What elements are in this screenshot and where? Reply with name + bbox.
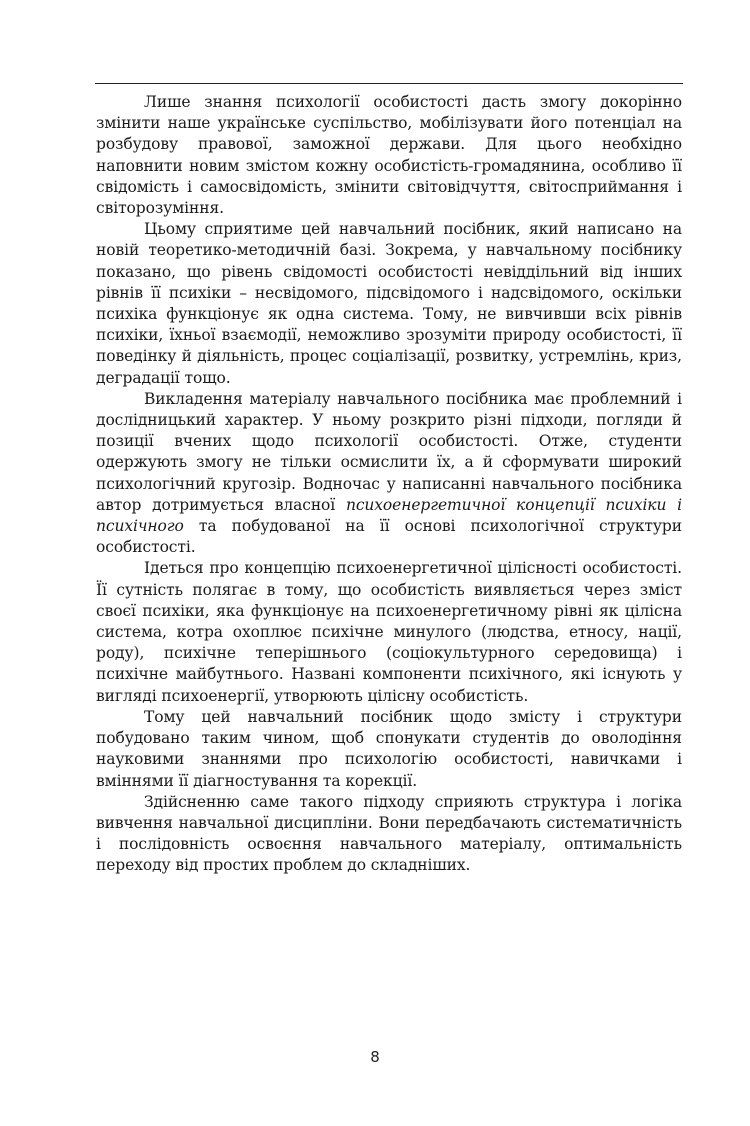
paragraph-text: Тому цей навчальний посібник щодо змісту і структури побудовано таким чином, щоб спонукати студентів до оволодіння науковими знаннями про психологію особистості, навичками і вміннями її діагностування та корекції. (96, 707, 682, 790)
paragraph (96, 792, 682, 877)
paragraph-text: та побудованої на її основі психологічної структури особистості. (96, 517, 682, 557)
paragraph-text: Здійсненню саме такого підходу сприяють структура і логіка вивчення навчальної дисципліни. Вони передбачають систематичність і послідовність освоєння навчального матеріалу, оптимальність переходу від простих проблем до складніших. (96, 792, 682, 875)
paragraph (96, 389, 682, 559)
page-number: 8 (370, 1048, 380, 1066)
paragraph-text: Лише знання психології особистості дасть змогу докорінно змінити наше українське суспільство, мобілізувати його потенціал на розбудову правової, заможної держави. Для цього необхідно наповнити новим змістом кожну особистість-громадянина, особливо її свідомість і самосвідомість, змінити світовідчуття, світосприймання і світорозуміння. (96, 93, 682, 218)
paragraph-text: Викладення матеріалу навчального посібника має проблемний і дослідницький характер. У ньому розкрито різні підходи, погляди й позиції вчених щодо психології особистості. Отже, студенти одержують змогу не тільки осмислити їх, а й сформувати широкий психологічний кругозір. Водночас у написанні навчального посібника автор дотримується власної (96, 389, 682, 514)
paragraph-text: Цьому сприятиме цей навчальний посібник, який написано на новій теоретико-методичній базі. Зокрема, у навчальному посібнику показано, що рівень свідомості особистості невіддільний від інших рівнів її психіки – несвідомого, підсвідомого і надсвідомого, оскільки психіка функціонує як одна система. Тому, не вивчивши всіх рівнів психіки, їхньої взаємодії, неможливо зрозуміти природу особистості, її поведінку й діяльність, процес соціалізації, розвитку, устремлінь, криз, деградації тощо. (96, 220, 682, 387)
paragraph (96, 219, 682, 389)
paragraph-text: Ідеться про концепцію психоенергетичної цілісності особистості. Її сутність полягає в тому, що особистість виявляється через зміст своєї психіки, яка функціонує на психоенергетичному рівні як цілісна система, котра охоплює психічне минулого (людства, етносу, нації, роду), психічне теперішнього (соціокультурного середовища) і психічне майбутнього. Названі компоненти психічного, які існують у вигляді психоенергії, утворюють цілісну особистість. (96, 559, 682, 705)
header-rule (95, 83, 683, 84)
paragraph (96, 92, 682, 219)
body-text (96, 92, 682, 877)
paragraph (96, 707, 682, 792)
paragraph (96, 558, 682, 706)
italic-term: психоенергетичної концепції психіки і психічного (96, 495, 682, 536)
